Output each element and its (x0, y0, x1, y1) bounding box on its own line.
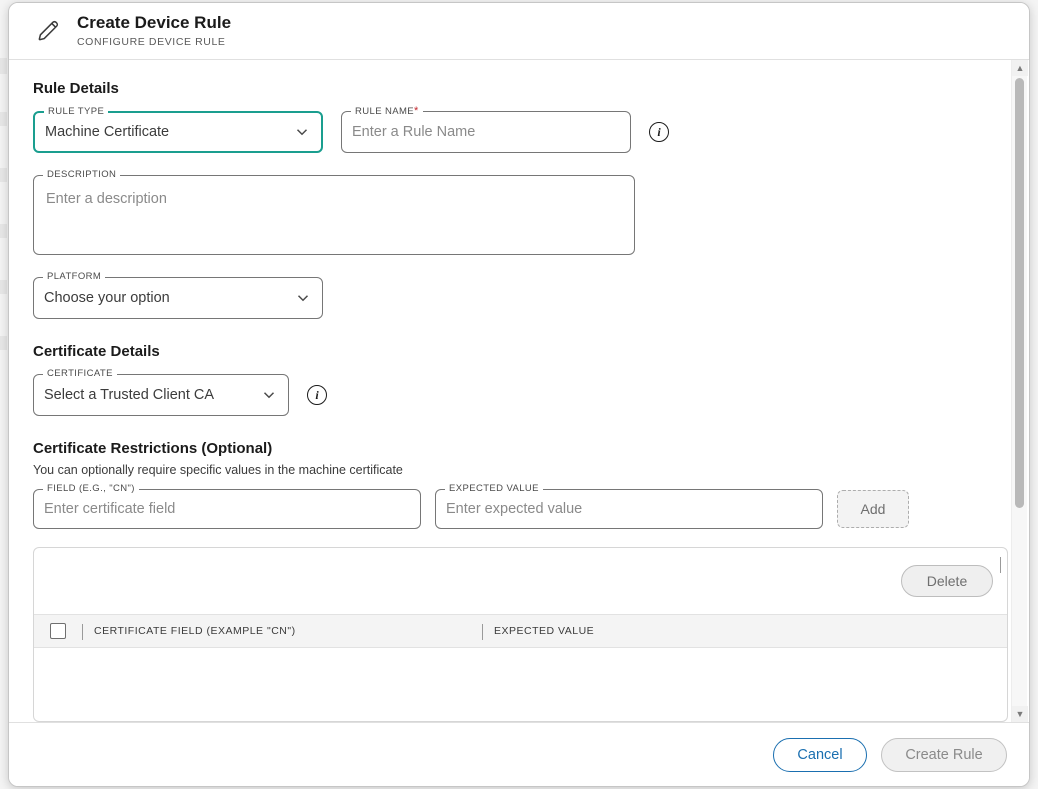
cancel-button[interactable]: Cancel (773, 738, 867, 772)
rule-name-placeholder: Enter a Rule Name (352, 124, 476, 140)
description-label: DESCRIPTION (43, 169, 120, 180)
background-artifact (0, 336, 7, 350)
dialog-header (9, 3, 1029, 60)
platform-label: PLATFORM (43, 271, 105, 282)
table-header-row (34, 614, 1007, 648)
delete-button[interactable]: Delete (901, 565, 993, 597)
background-artifact (0, 168, 7, 182)
chevron-down-icon[interactable] (294, 289, 312, 307)
expected-value-input[interactable] (435, 483, 823, 529)
restriction-entry-row (33, 483, 1008, 529)
create-rule-button[interactable]: Create Rule (881, 738, 1007, 772)
table-toolbar (34, 548, 1007, 614)
certificate-info-icon[interactable]: i (307, 385, 327, 405)
pencil-icon (31, 14, 65, 48)
certificate-restrictions-subtitle: You can optionally require specific values in the machine certificate (33, 463, 403, 477)
background-artifact (0, 224, 7, 238)
column-header-certificate-field[interactable]: CERTIFICATE FIELD (EXAMPLE "CN") (82, 615, 482, 647)
dialog-title: Create Device Rule (77, 13, 232, 32)
scroll-down-arrow-icon[interactable]: ▼ (1012, 706, 1028, 722)
restrictions-table (33, 547, 1008, 722)
add-restriction-button[interactable]: Add (837, 490, 909, 528)
chevron-down-icon[interactable] (293, 123, 311, 141)
expected-value-placeholder: Enter expected value (446, 501, 583, 517)
certificate-label: CERTIFICATE (43, 368, 117, 379)
rule-name-info-icon[interactable]: i (649, 122, 669, 142)
background-artifact (0, 280, 7, 294)
rule-type-select[interactable] (33, 106, 323, 153)
column-header-expected-value[interactable]: EXPECTED VALUE (482, 615, 962, 647)
background-artifact (0, 112, 7, 126)
dialog-footer (9, 722, 1029, 786)
description-placeholder: Enter a description (46, 191, 167, 207)
platform-value: Choose your option (44, 290, 170, 306)
background-artifact (0, 58, 7, 74)
scroll-up-arrow-icon[interactable]: ▲ (1012, 60, 1028, 76)
certificate-select[interactable] (33, 368, 289, 416)
rule-type-name-row (33, 105, 1008, 153)
dialog-subtitle: CONFIGURE DEVICE RULE (77, 36, 226, 48)
rule-name-label: RULE NAME* (351, 105, 423, 117)
section-title-rule-details: Rule Details (33, 80, 119, 97)
scrollbar-thumb[interactable] (1015, 78, 1024, 508)
certificate-field-input[interactable] (33, 483, 421, 529)
certificate-field-placeholder: Enter certificate field (44, 501, 176, 517)
chevron-down-icon[interactable] (260, 386, 278, 404)
description-textarea[interactable] (33, 169, 635, 255)
section-title-certificate-details: Certificate Details (33, 343, 160, 360)
certificate-row (33, 368, 1008, 416)
column-divider (1000, 557, 1001, 573)
rule-type-value: Machine Certificate (45, 124, 170, 140)
rule-type-label: RULE TYPE (44, 106, 108, 117)
create-device-rule-dialog (8, 2, 1030, 787)
expected-value-label: EXPECTED VALUE (445, 483, 543, 494)
select-all-checkbox[interactable] (50, 623, 66, 639)
dialog-body (9, 60, 1029, 722)
rule-name-input[interactable] (341, 105, 631, 153)
certificate-value: Select a Trusted Client CA (44, 387, 215, 403)
vertical-scrollbar[interactable] (1011, 60, 1027, 722)
certificate-field-label: FIELD (E.G., "CN") (43, 483, 139, 494)
section-title-certificate-restrictions: Certificate Restrictions (Optional) (33, 440, 273, 457)
platform-select[interactable] (33, 271, 323, 319)
